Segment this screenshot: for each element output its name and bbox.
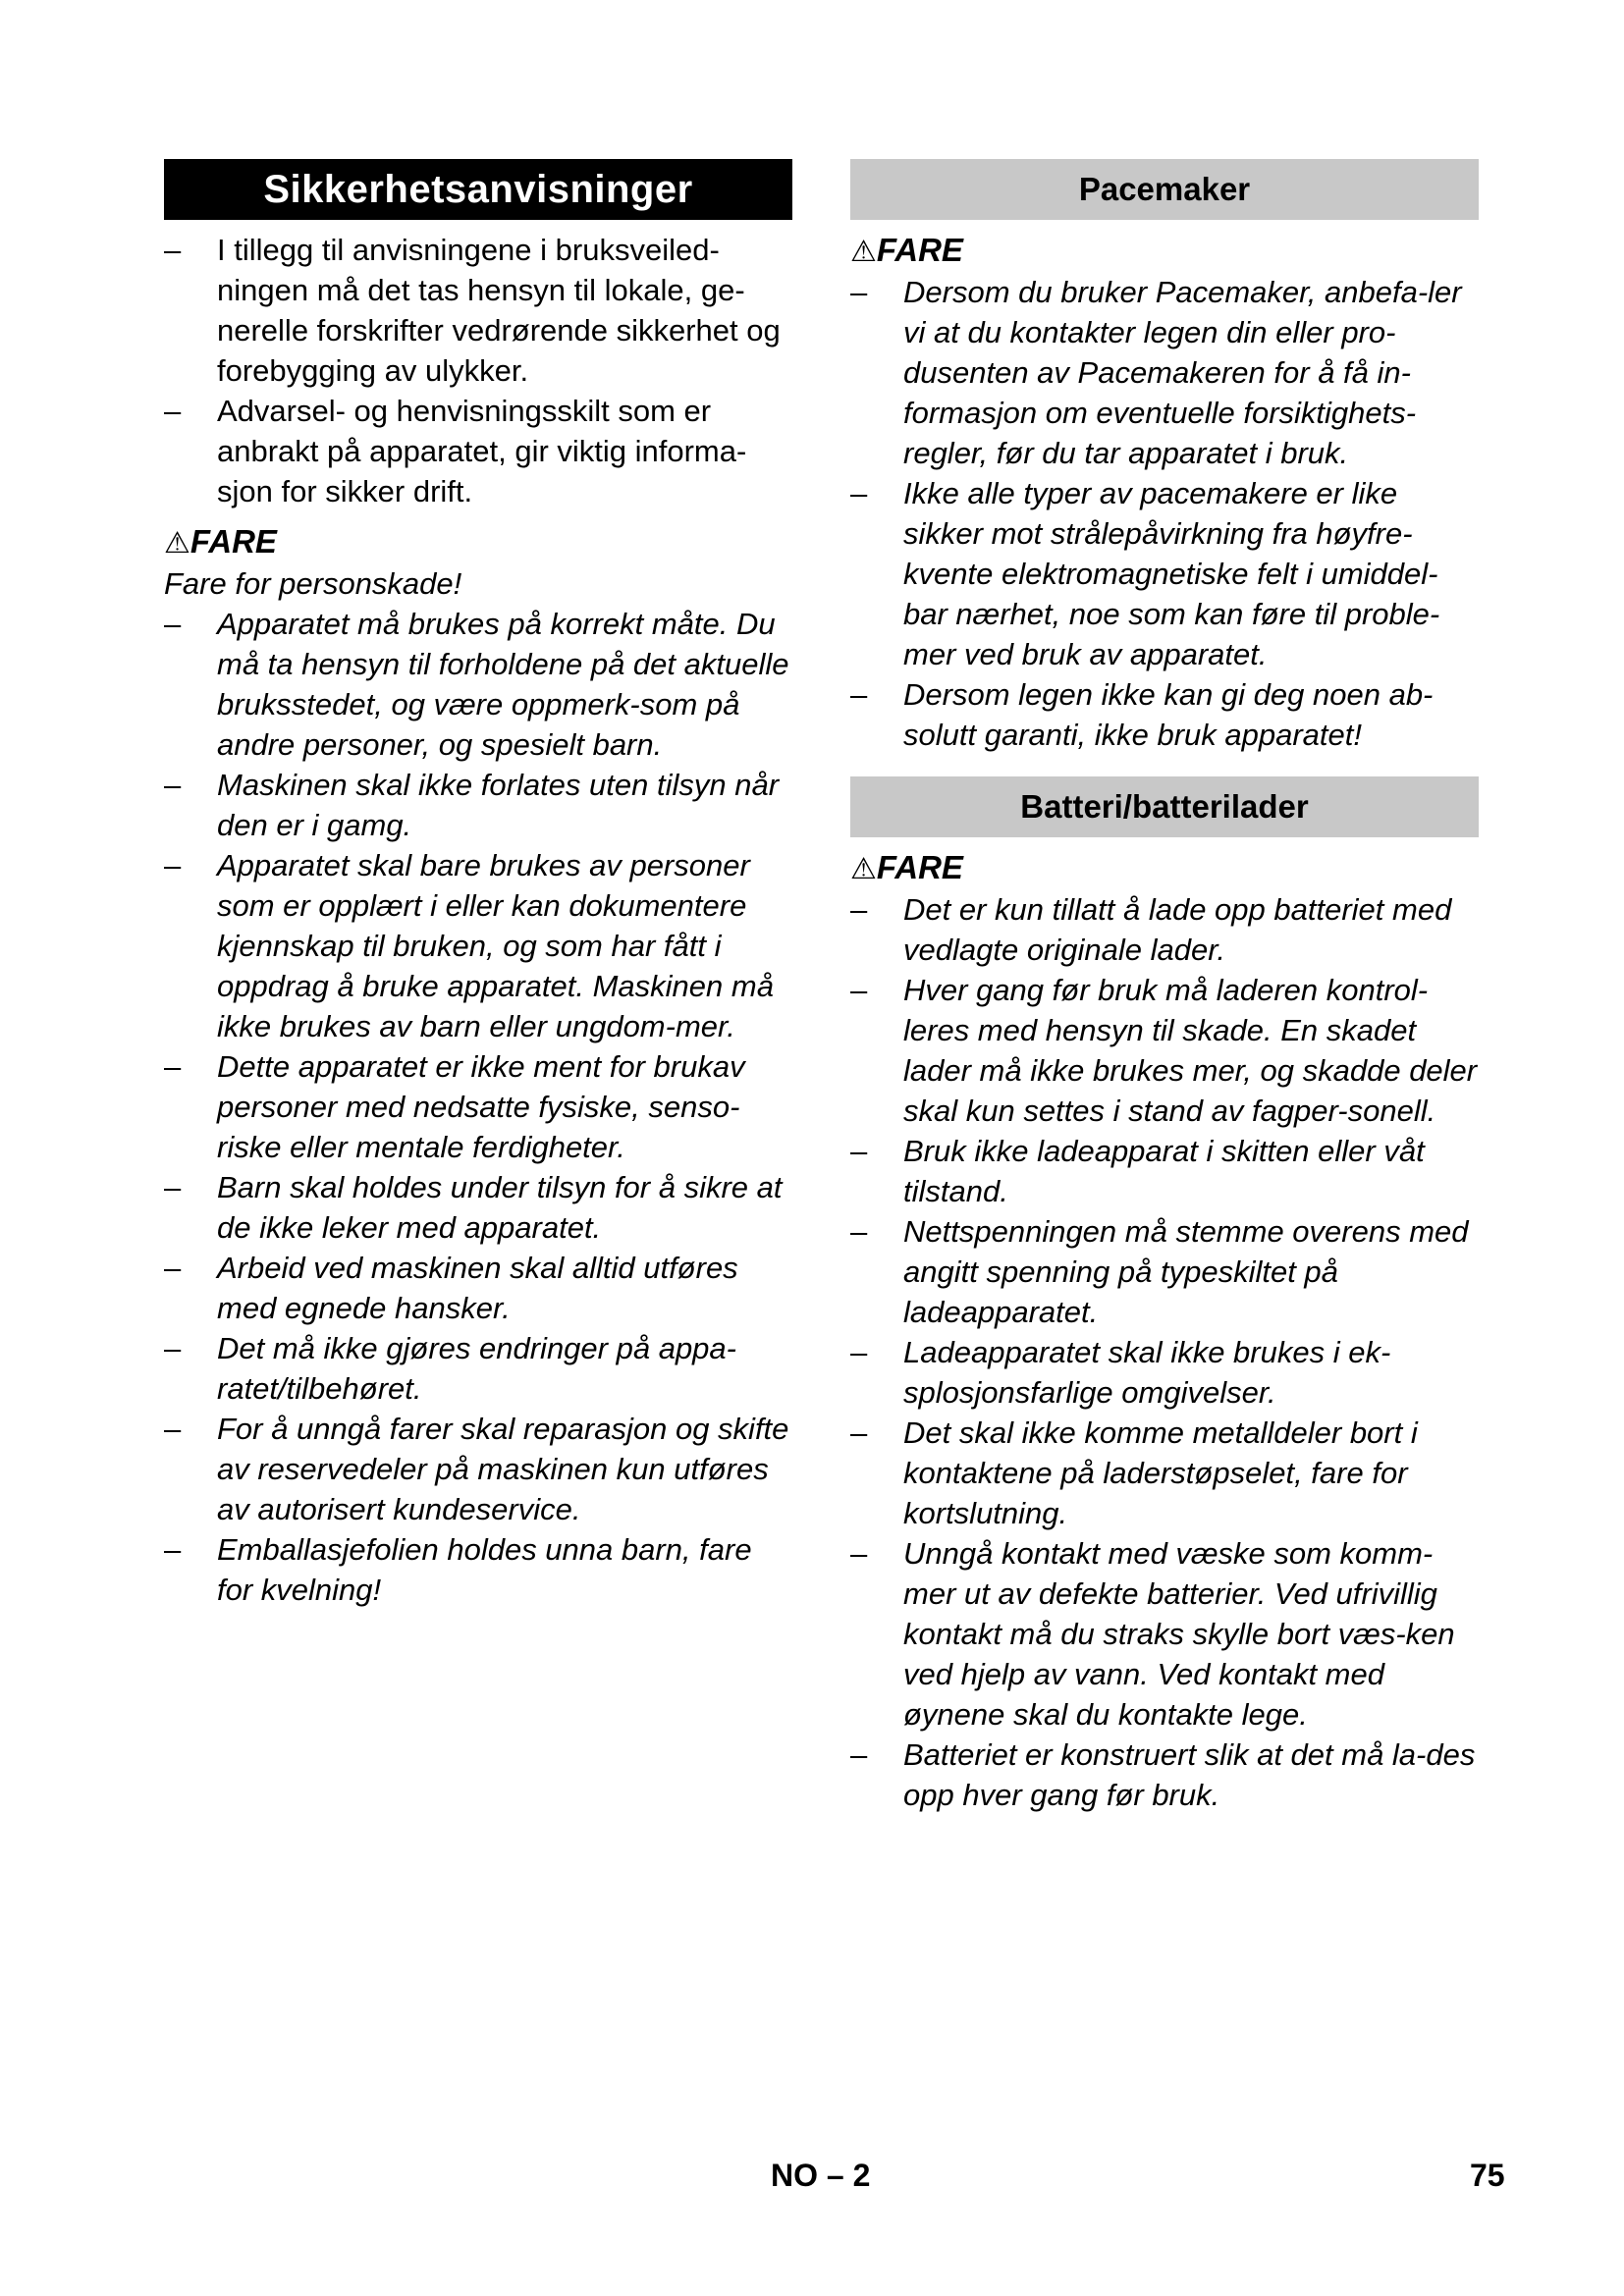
section-code: NO – 2 <box>771 2158 871 2193</box>
warning-label: ⚠FARE <box>850 232 963 268</box>
list-item: – Advarsel- og henvisningsskilt som er anbrakt på apparatet, gir viktig informa-sjon for sikker drift. <box>164 391 792 511</box>
warning-triangle-icon: ⚠ <box>850 236 877 268</box>
list-item: – Hver gang før bruk må laderen kontrol-leres med hensyn til skade. En skadet lader må ikke brukes mer, og skadde deler skal kun settes i stand av fagper-sonell. <box>850 970 1479 1131</box>
list-item: – Emballasjefolien holdes unna barn, fare for kvelning! <box>164 1529 792 1610</box>
list-item: – Bruk ikke ladeapparat i skitten eller våt tilstand. <box>850 1131 1479 1211</box>
list-item: – Maskinen skal ikke forlates uten tilsyn når den er i gamg. <box>164 765 792 845</box>
warning-label: ⚠FARE <box>164 523 277 560</box>
warning-triangle-icon: ⚠ <box>164 527 190 560</box>
page-number: 75 <box>1470 2158 1505 2193</box>
right-column <box>850 159 1479 1815</box>
list-item: – Unngå kontakt med væske som komm-mer ut av defekte batterier. Ved ufrivillig kontakt må du straks skylle bort væs-ken ved hjelp av vann. Ved kontakt med øynene skal du kontakte lege. <box>850 1533 1479 1735</box>
safety-list <box>164 604 792 1610</box>
list-item: – Ladeapparatet skal ikke brukes i ek-splosjonsfarlige omgivelser. <box>850 1332 1479 1413</box>
list-item: – Batteriet er konstruert slik at det må la-des opp hver gang før bruk. <box>850 1735 1479 1815</box>
list-item: – Det må ikke gjøres endringer på appa-ratet/tilbehøret. <box>164 1328 792 1409</box>
list-item: – Apparatet skal bare brukes av personer som er opplært i eller kan dokumentere kjennskap til bruken, og som har fått i oppdrag å bruke apparatet. Maskinen må ikke brukes av barn eller ungdom-mer. <box>164 845 792 1046</box>
warning-triangle-icon: ⚠ <box>850 853 877 885</box>
section-heading-pacemaker: Pacemaker <box>850 159 1479 220</box>
list-item: – I tillegg til anvisningene i bruksveiled-ningen må det tas hensyn til lokale, ge-nerelle forskrifter vedrørende sikkerhet og forebygging av ulykker. <box>164 230 792 391</box>
list-item: – Arbeid ved maskinen skal alltid utføres med egnede hansker. <box>164 1248 792 1328</box>
pacemaker-list <box>850 272 1479 755</box>
list-item: – For å unngå farer skal reparasjon og skifte av reservedeler på maskinen kun utføres av autorisert kundeservice. <box>164 1409 792 1529</box>
list-item: – Det er kun tillatt å lade opp batteriet med vedlagte originale lader. <box>850 889 1479 970</box>
list-item: – Apparatet må brukes på korrekt måte. Du må ta hensyn til forholdene på det aktuelle bruksstedet, og være oppmerk-som på andre personer, og spesielt barn. <box>164 604 792 765</box>
list-item: – Barn skal holdes under tilsyn for å sikre at de ikke leker med apparatet. <box>164 1167 792 1248</box>
section-heading-battery: Batteri/batterilader <box>850 776 1479 837</box>
list-item: – Ikke alle typer av pacemakere er like sikker mot strålepåvirkning fra høyfre-kvente elektromagnetiske felt i umiddel-bar nærhet, noe som kan føre til proble-mer ved bruk av apparatet. <box>850 473 1479 674</box>
list-item: – Det skal ikke komme metalldeler bort i kontaktene på laderstøpselet, fare for kortslutning. <box>850 1413 1479 1533</box>
warning-subtitle: Fare for personskade! <box>164 566 462 601</box>
battery-list <box>850 889 1479 1815</box>
list-item: – Dersom du bruker Pacemaker, anbefa-ler vi at du kontakter legen din eller pro-dusenten av Pacemakeren for å få in-formasjon om eventuelle forsiktighets-regler, før du tar apparatet i bruk. <box>850 272 1479 473</box>
list-item: – Dette apparatet er ikke ment for brukav personer med nedsatte fysiske, senso-riske eller mentale ferdigheter. <box>164 1046 792 1167</box>
warning-label: ⚠FARE <box>850 849 963 885</box>
section-heading-safety: Sikkerhetsanvisninger <box>164 159 792 220</box>
intro-list <box>164 230 792 511</box>
list-item: – Nettspenningen må stemme overens med angitt spenning på typeskiltet på ladeapparatet. <box>850 1211 1479 1332</box>
list-item: – Dersom legen ikke kan gi deg noen ab-solutt garanti, ikke bruk apparatet! <box>850 674 1479 755</box>
left-column <box>164 159 792 1610</box>
